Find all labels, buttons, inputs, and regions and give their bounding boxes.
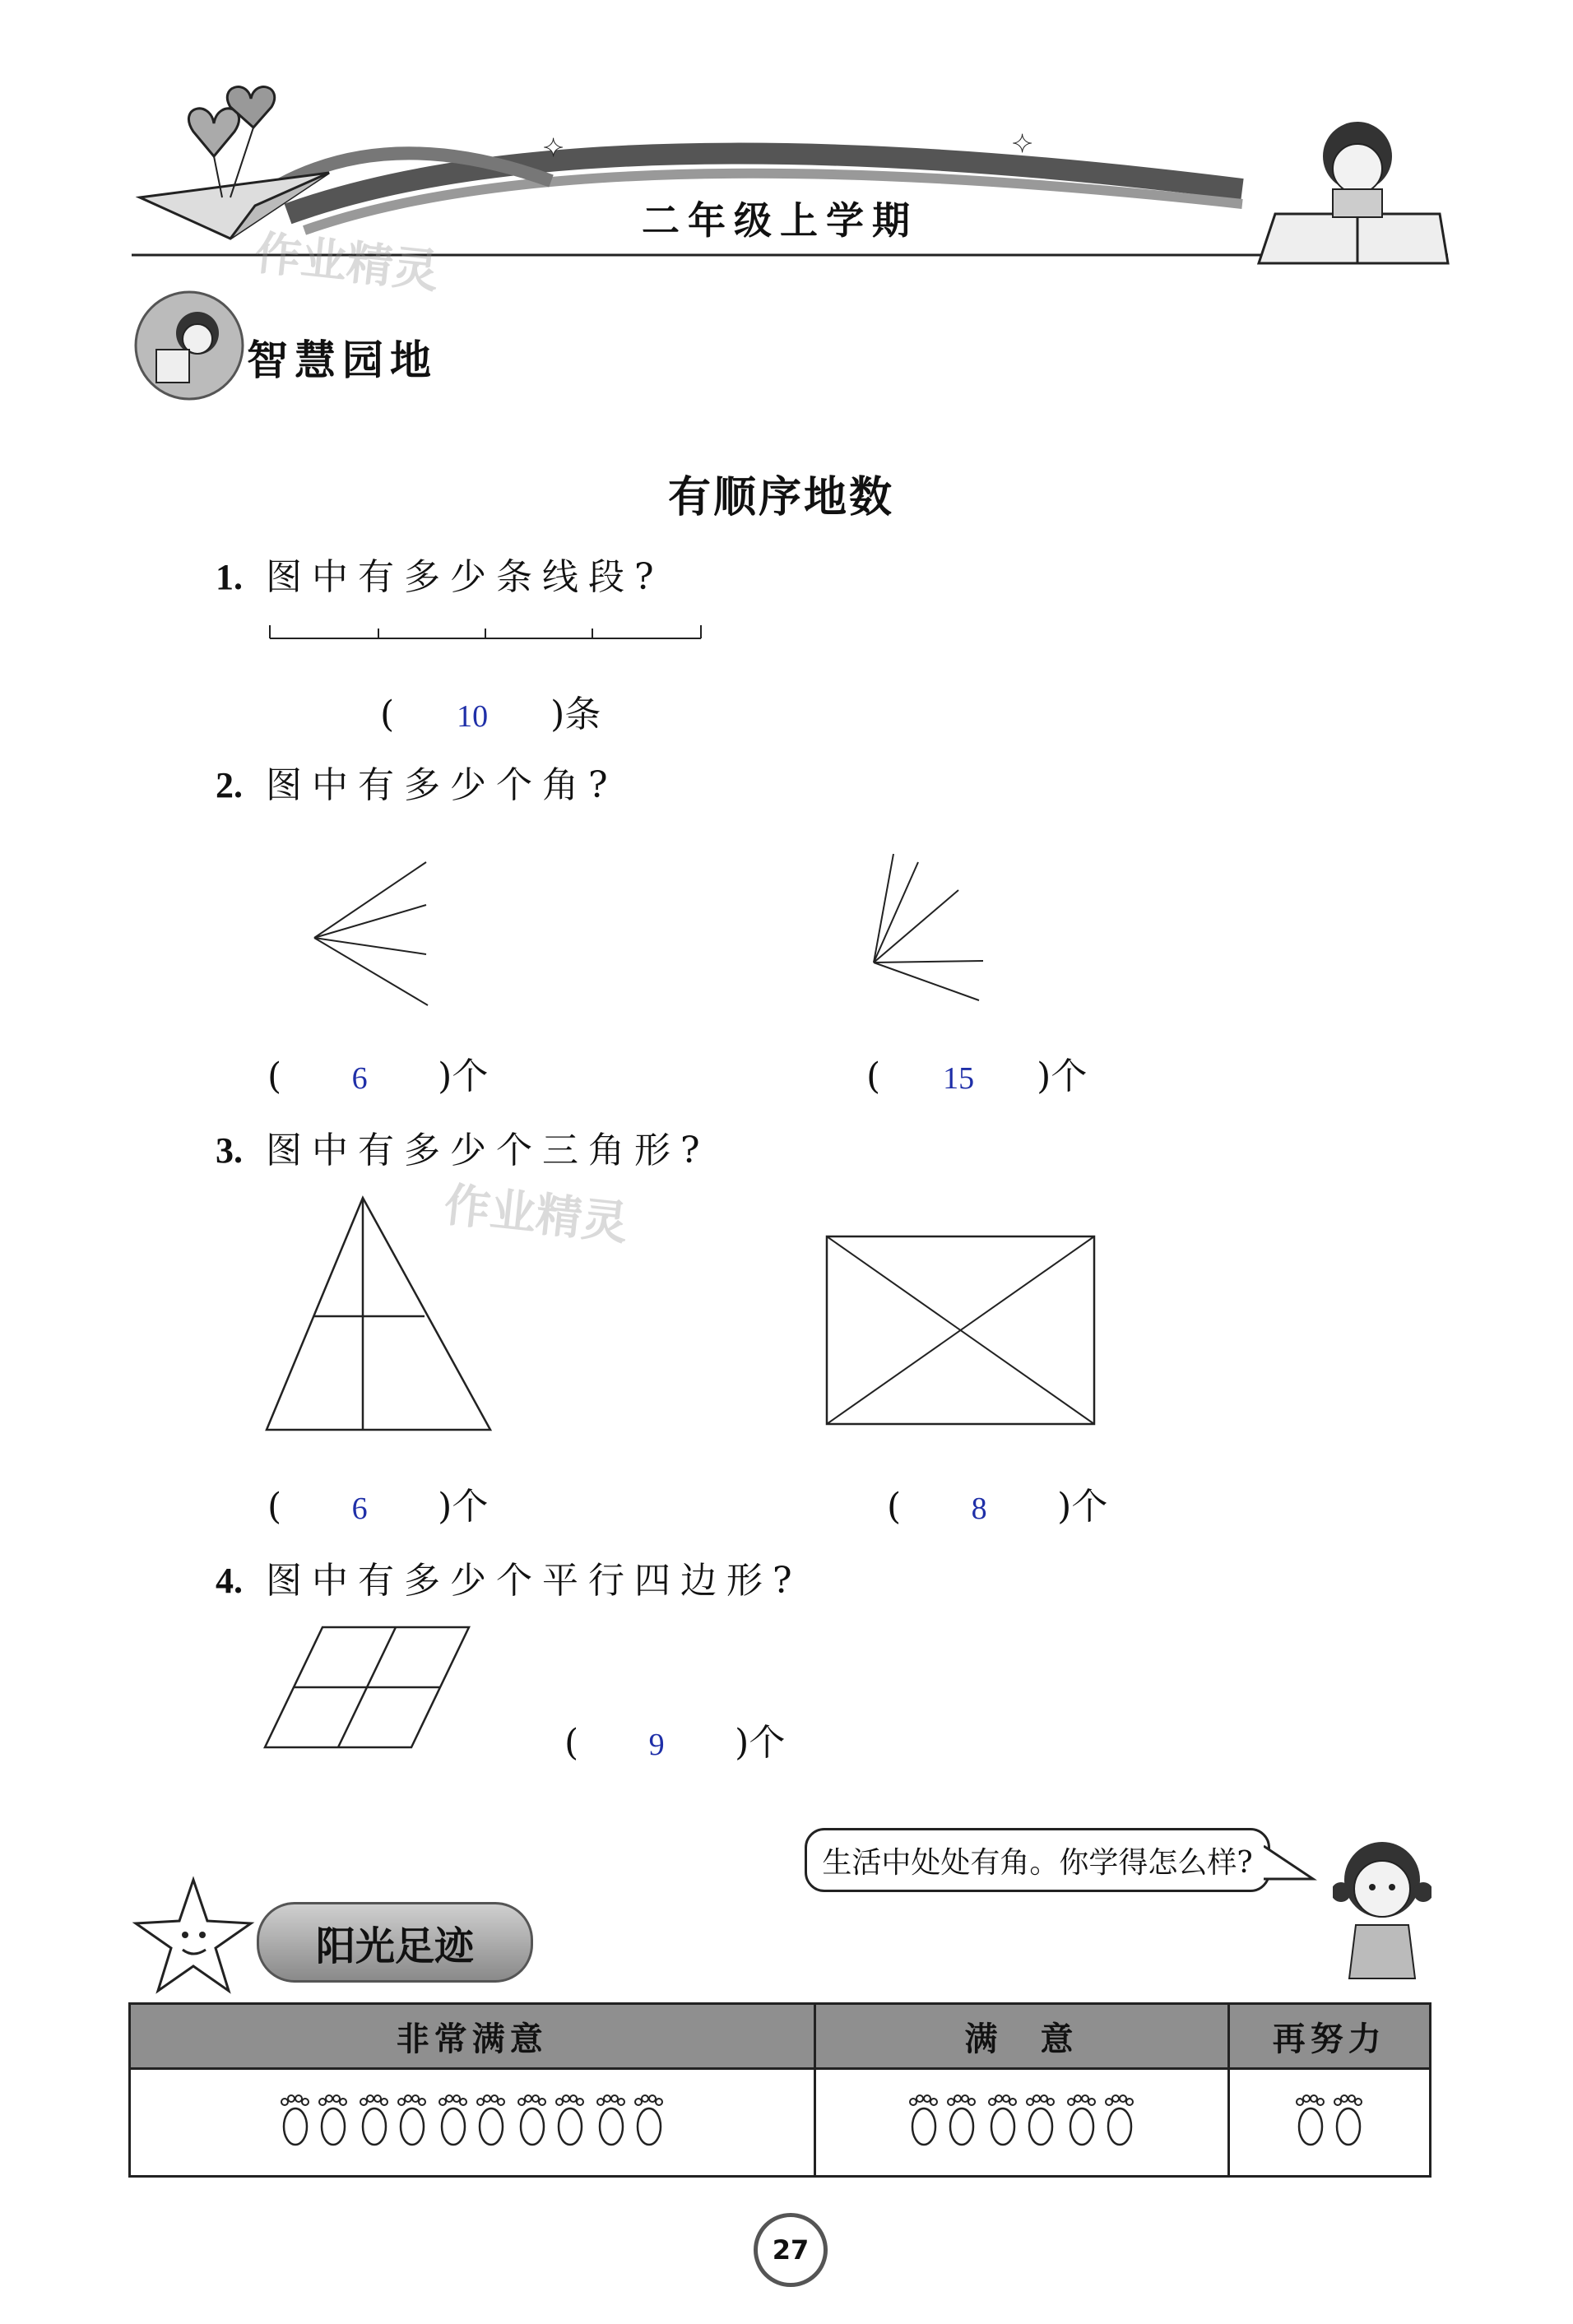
paren-close: ) <box>438 1486 452 1528</box>
page-heading: 有顺序地数 <box>668 472 895 522</box>
paren-close: ) <box>550 693 565 735</box>
answer-value: 6 <box>351 1491 368 1526</box>
watermark: 作业精灵 <box>441 1178 631 1251</box>
question-text: 图中有多少个平行四边形? <box>266 1560 802 1602</box>
answer-value: 9 <box>648 1728 665 1762</box>
rating-table <box>128 2002 1431 2178</box>
answer-unit: 个 <box>452 1486 489 1528</box>
footprint-icon <box>984 2094 1060 2151</box>
footprint-icon <box>434 2094 510 2151</box>
question-text: 图中有多少个角? <box>266 764 618 806</box>
footprint-cell[interactable] <box>1228 2069 1431 2177</box>
question-text: 图中有多少个三角形? <box>266 1130 710 1171</box>
footprint-group <box>1231 2094 1429 2151</box>
rectangle-figure <box>823 1232 1102 1430</box>
question-text: 图中有多少条线段? <box>266 556 664 598</box>
triangle-figure <box>262 1191 500 1438</box>
question-2 <box>216 755 618 808</box>
footprint-cell[interactable] <box>814 2069 1228 2177</box>
speech-tail <box>1264 1843 1321 1892</box>
answer-3b <box>887 1477 1107 1529</box>
footprint-icon <box>905 2094 981 2151</box>
answer-unit: 个 <box>452 1055 489 1097</box>
paren-open: ( <box>866 1055 881 1097</box>
rating-header: 非常满意 <box>130 2004 815 2069</box>
girl-icon <box>1333 1835 1431 1983</box>
paren-close: ) <box>1037 1055 1051 1097</box>
footprint-group <box>132 2094 813 2151</box>
rating-header: 满 意 <box>814 2004 1228 2069</box>
answer-4 <box>564 1713 785 1765</box>
parallelogram-figure <box>262 1622 476 1754</box>
boy-writing-icon <box>132 288 247 403</box>
answer-value: 10 <box>457 699 489 734</box>
answer-value: 8 <box>971 1491 987 1526</box>
footprint-icon <box>1292 2094 1367 2151</box>
footer-label: 阳光足迹 <box>257 1902 533 1983</box>
footprint-icon <box>1063 2094 1139 2151</box>
answer-2b <box>866 1046 1087 1099</box>
watermark: 作业精灵 <box>252 226 442 299</box>
star-icon <box>132 1876 255 1999</box>
question-1 <box>216 547 664 600</box>
question-number: 2. <box>216 765 243 805</box>
answer-3a <box>267 1477 488 1529</box>
paren-close: ) <box>1057 1486 1072 1528</box>
segment-figure <box>263 609 708 650</box>
footprint-group <box>817 2094 1227 2151</box>
paren-open: ( <box>267 1055 282 1097</box>
paren-open: ( <box>267 1486 282 1528</box>
angle-figure-left <box>304 856 444 1012</box>
footprint-icon <box>513 2094 589 2151</box>
footprint-icon <box>276 2094 352 2151</box>
question-number: 3. <box>216 1130 243 1171</box>
answer-unit: 个 <box>1051 1055 1088 1097</box>
svg-text:✦: ✦ <box>543 134 564 163</box>
answer-1 <box>380 684 601 737</box>
answer-unit: 条 <box>564 693 601 735</box>
question-number: 4. <box>216 1561 243 1601</box>
speech-bubble: 生活中处处有角。你学得怎么样? <box>805 1828 1270 1892</box>
svg-text:✦: ✦ <box>1012 130 1033 159</box>
paren-close: ) <box>438 1055 452 1097</box>
paren-open: ( <box>564 1722 579 1764</box>
footprint-cell[interactable] <box>130 2069 815 2177</box>
banner-title: 二年级上学期 <box>642 198 918 243</box>
paren-close: ) <box>735 1722 749 1764</box>
footprint-icon <box>355 2094 431 2151</box>
answer-unit: 个 <box>749 1722 786 1764</box>
page-number: 27 <box>754 2213 828 2287</box>
answer-value: 15 <box>943 1061 975 1096</box>
paren-open: ( <box>380 693 395 735</box>
question-4 <box>216 1551 802 1603</box>
question-number: 1. <box>216 557 243 597</box>
section-title: 智慧园地 <box>247 336 438 384</box>
angle-figure-right <box>864 847 995 1004</box>
answer-2a <box>267 1046 488 1099</box>
answer-unit: 个 <box>1071 1486 1108 1528</box>
rating-header: 再努力 <box>1228 2004 1431 2069</box>
question-3 <box>216 1120 710 1173</box>
answer-value: 6 <box>351 1061 368 1096</box>
paren-open: ( <box>887 1486 902 1528</box>
footprint-icon <box>592 2094 668 2151</box>
girl-reading-icon <box>1259 122 1448 263</box>
